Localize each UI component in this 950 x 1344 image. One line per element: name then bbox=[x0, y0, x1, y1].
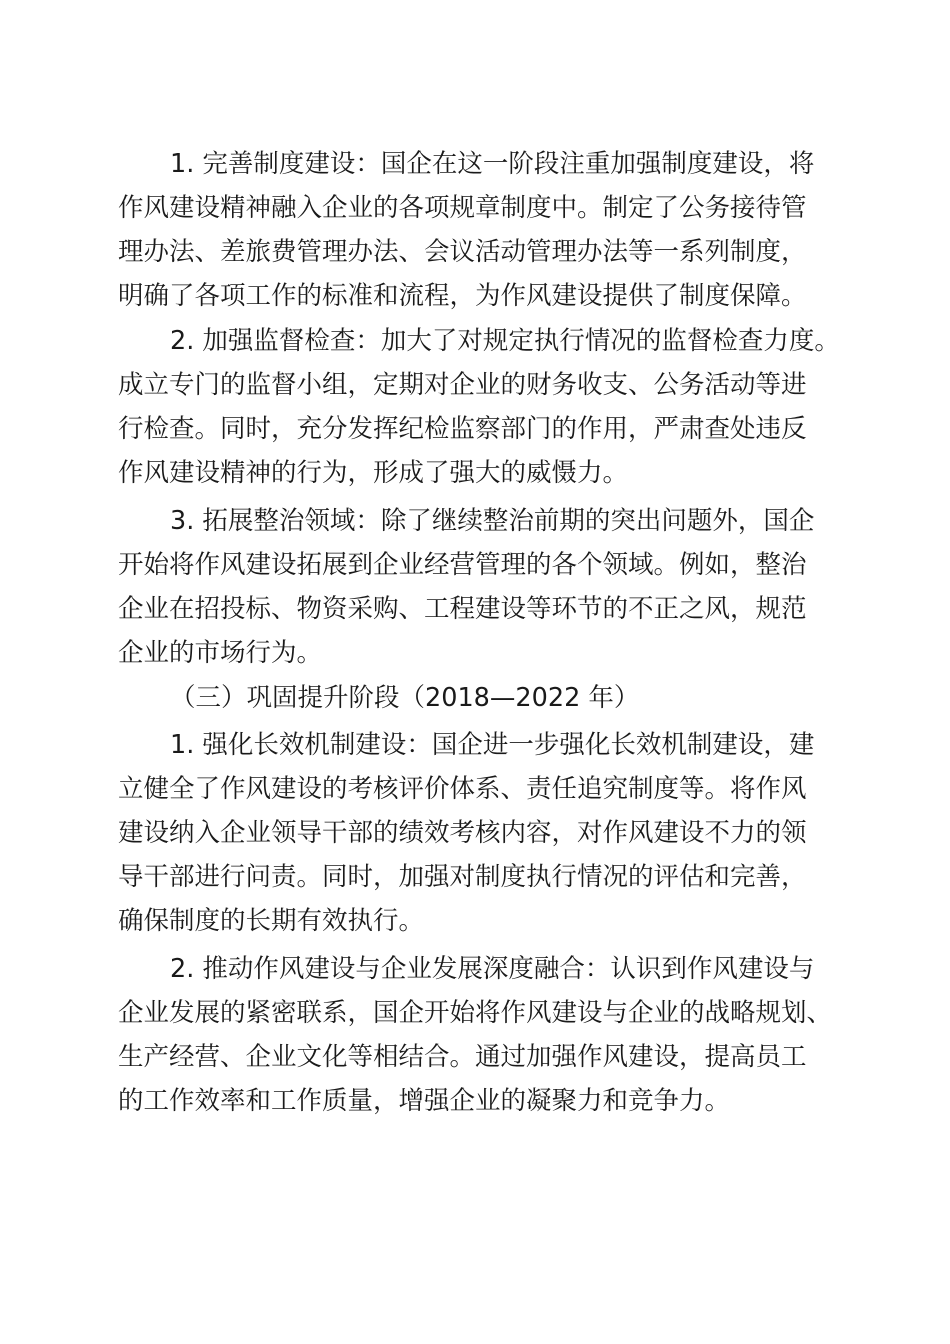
paragraph-line: 1. 强化长效机制建设：国企进一步强化长效机制建设，建 bbox=[170, 730, 815, 760]
paragraph-line: 作风建设精神的行为，形成了强大的威慑力。 bbox=[118, 458, 629, 488]
section-heading: （三）巩固提升阶段（2018—2022 年） bbox=[170, 683, 640, 713]
paragraph-line: 成立专门的监督小组，定期对企业的财务收支、公务活动等进 bbox=[118, 370, 807, 400]
paragraph-line: 2. 加强监督检查：加大了对规定执行情况的监督检查力度。 bbox=[170, 326, 840, 356]
paragraph-line: 企业的市场行为。 bbox=[118, 638, 323, 668]
paragraph-line: 行检查。同时，充分发挥纪检监察部门的作用，严肃查处违反 bbox=[118, 414, 807, 444]
paragraph-line: 立健全了作风建设的考核评价体系、责任追究制度等。将作风 bbox=[118, 774, 807, 804]
paragraph-line: 生产经营、企业文化等相结合。通过加强作风建设，提高员工 bbox=[118, 1042, 807, 1072]
paragraph-line: 确保制度的长期有效执行。 bbox=[118, 906, 425, 936]
paragraph-line: 企业在招投标、物资采购、工程建设等环节的不正之风，规范 bbox=[118, 594, 807, 624]
paragraph-line: 开始将作风建设拓展到企业经营管理的各个领域。例如，整治 bbox=[118, 550, 807, 580]
paragraph-line: 企业发展的紧密联系，国企开始将作风建设与企业的战略规划、 bbox=[118, 998, 833, 1028]
paragraph-line: 的工作效率和工作质量，增强企业的凝聚力和竞争力。 bbox=[118, 1086, 731, 1116]
paragraph-line: 1. 完善制度建设：国企在这一阶段注重加强制度建设，将 bbox=[170, 149, 815, 179]
paragraph-line: 导干部进行问责。同时，加强对制度执行情况的评估和完善， bbox=[118, 862, 807, 892]
paragraph-line: 建设纳入企业领导干部的绩效考核内容，对作风建设不力的领 bbox=[118, 818, 807, 848]
paragraph-line: 理办法、差旅费管理办法、会议活动管理办法等一系列制度， bbox=[118, 237, 807, 267]
paragraph-line: 作风建设精神融入企业的各项规章制度中。制定了公务接待管 bbox=[118, 193, 807, 223]
paragraph-line: 3. 拓展整治领域：除了继续整治前期的突出问题外，国企 bbox=[170, 506, 815, 536]
paragraph-line: 明确了各项工作的标准和流程，为作风建设提供了制度保障。 bbox=[118, 281, 807, 311]
paragraph-line: 2. 推动作风建设与企业发展深度融合：认识到作风建设与 bbox=[170, 954, 815, 984]
